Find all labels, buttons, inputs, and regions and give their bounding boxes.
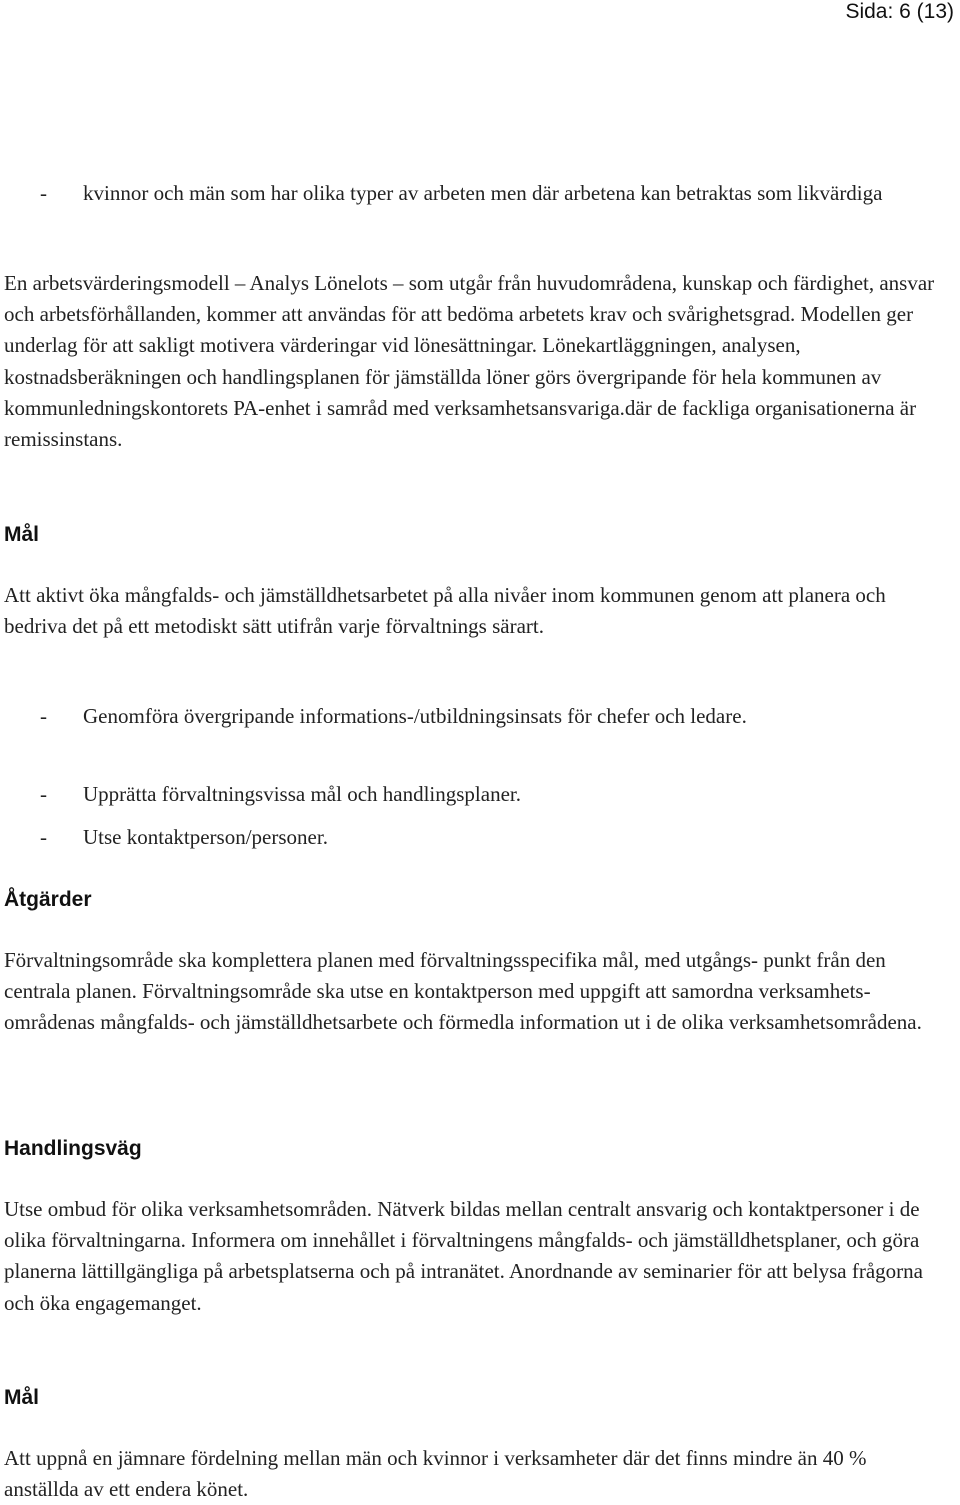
list-dash: - (40, 181, 47, 205)
page-number: Sida: 6 (13) (845, 0, 954, 23)
list-item-text: Utse kontaktperson/personer. (83, 825, 328, 849)
heading-mal-2: Mål (4, 1386, 40, 1409)
heading-atgarder: Åtgärder (4, 888, 92, 911)
list-item-text: Upprätta förvaltningsvissa mål och handlingsplaner. (83, 782, 521, 806)
list-dash: - (40, 704, 47, 728)
paragraph-arbetsvardering: En arbetsvärderingsmodell – Analys Lönelots – som utgår från huvudområdena, kunskap och färdighet, ansvar och arbetsförhållanden, kommer att användas för att bedöma arbetets krav och svårighetsgrad. Modellen ger underlag för att sakligt motivera värderingar vid lönesättningar. Lönekartläggningen, analysen, kostnadsberäkningen och handlingsplanen för jämställda löner görs övergripande för hela kommunen av kommunledningskontorets PA-enhet i samråd med verksamhetsansvariga.där de fackliga organisationerna är remissinstans. (4, 271, 935, 452)
list-item-text: kvinnor och män som har olika typer av arbeten men där arbetena kan betraktas som likvärdiga (83, 181, 883, 205)
heading-mal: Mål (4, 523, 40, 546)
list-dash: - (40, 782, 47, 806)
paragraph-mal-2: Att uppnå en jämnare fördelning mellan män och kvinnor i verksamheter där det finns mindre än 40 % anställda av ett endera könet. (4, 1446, 867, 1502)
paragraph-atgarder: Förvaltningsområde ska komplettera planen med förvaltningsspecifika mål, med utgångs- punkt från den centrala planen. Förvaltningsområde ska utse en kontaktperson med uppgift att samordna verksamhets- områdenas mångfalds- och jämställdhetsarbete och förmedla information ut i de olika verksamhetsområdena. (4, 948, 922, 1035)
list-item-text: Genomföra övergripande informations-/utbildningsinsats för chefer och ledare. (83, 704, 747, 728)
heading-handlingsvag: Handlingsväg (4, 1137, 142, 1160)
paragraph-mal: Att aktivt öka mångfalds- och jämställdhetsarbetet på alla nivåer inom kommunen genom att planera och bedriva det på ett metodiskt sätt utifrån varje förvaltnings särart. (4, 583, 886, 639)
list-dash: - (40, 825, 47, 849)
paragraph-handlingsvag: Utse ombud för olika verksamhetsområden. Nätverk bildas mellan centralt ansvarig och kontaktpersoner i de olika förvaltningarna. Informera om innehållet i förvaltningens mångfalds- och jämställdhetsplaner, och göra planerna lättillgängliga på arbetsplatserna och på intranätet. Anordnande av seminarier för att belysa frågorna och öka engagemanget. (4, 1197, 923, 1315)
